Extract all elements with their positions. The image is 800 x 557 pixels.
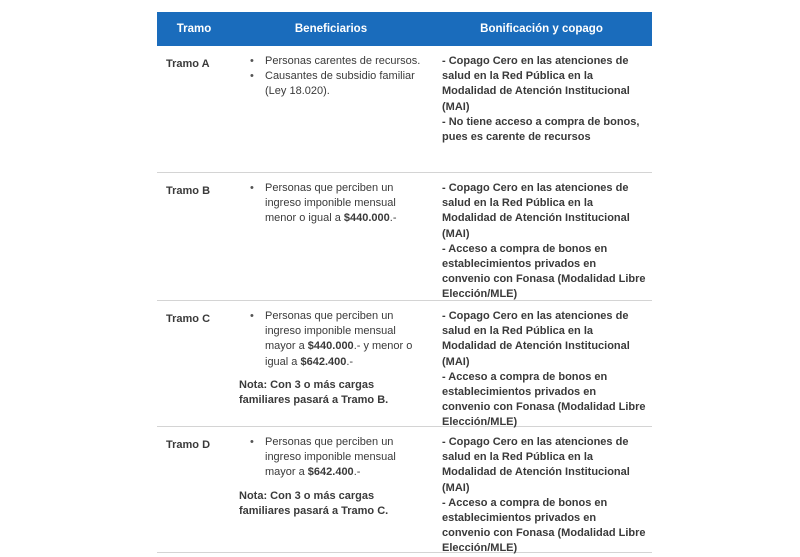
tramo-label: Tramo D bbox=[166, 439, 211, 451]
header-tramo: Tramo bbox=[176, 23, 212, 35]
table-row bbox=[157, 46, 652, 173]
bonificacion-cell bbox=[431, 301, 652, 429]
tramos-table bbox=[157, 12, 652, 553]
bonificacion-line: - Acceso a compra de bonos en establecimientos privados en convenio con Fonasa (Modalidad Libre Elección/MLE) bbox=[442, 496, 646, 555]
income-amount-max: $642.400 bbox=[300, 355, 347, 368]
beneficiario-item: • Personas que perciben un ingreso imponible mensual mayor a $440.000.- y menor o igual a $642.400.- bbox=[231, 309, 431, 370]
beneficiario-item: • Personas carentes de recursos. bbox=[231, 54, 431, 69]
nota-text: Nota: Con 3 o más cargas familiares pasará a Tramo C. bbox=[239, 489, 389, 517]
income-amount: $642.400 bbox=[307, 466, 354, 479]
beneficiario-item: • Personas que perciben un ingreso imponible mensual menor o igual a $440.000.- bbox=[231, 181, 431, 227]
bonificacion-line: - Copago Cero en las atenciones de salud en la Red Pública en la Modalidad de Atención Institucional (MAI) bbox=[442, 310, 630, 368]
table-row bbox=[157, 173, 652, 301]
bonificacion-line: - Copago Cero en las atenciones de salud en la Red Pública en la Modalidad de Atención Institucional (MAI) bbox=[442, 55, 630, 113]
bonificacion-cell bbox=[431, 427, 652, 555]
tramo-label: Tramo B bbox=[166, 185, 211, 197]
bonificacion-cell bbox=[431, 173, 652, 300]
beneficiario-item: • Causantes de subsidio familiar (Ley 18.020). bbox=[231, 69, 431, 99]
beneficiarios-cell bbox=[231, 46, 431, 172]
income-amount: $440.000 bbox=[307, 340, 354, 353]
tramo-label: Tramo A bbox=[166, 58, 210, 70]
tramo-label: Tramo C bbox=[166, 313, 211, 325]
table-header bbox=[157, 12, 652, 46]
nota-text: Nota: Con 3 o más cargas familiares pasará a Tramo B. bbox=[239, 378, 389, 407]
table-row bbox=[157, 427, 652, 553]
header-beneficiarios: Beneficiarios bbox=[294, 23, 368, 35]
header-bonificacion: Bonificación y copago bbox=[480, 23, 603, 35]
bonificacion-line: - Copago Cero en las atenciones de salud en la Red Pública en la Modalidad de Atención Institucional (MAI) bbox=[442, 436, 630, 494]
beneficiarios-cell bbox=[231, 173, 431, 300]
bonificacion-line: - Copago Cero en las atenciones de salud en la Red Pública en la Modalidad de Atención Institucional (MAI) bbox=[442, 182, 630, 240]
bonificacion-line: - No tiene acceso a compra de bonos, pues es carente de recursos bbox=[442, 115, 640, 144]
bonificacion-line: - Acceso a compra de bonos en establecimientos privados en convenio con Fonasa (Modalidad Libre Elección/MLE) bbox=[442, 370, 646, 429]
table-row bbox=[157, 301, 652, 427]
bonificacion-cell bbox=[431, 46, 652, 172]
bonificacion-line: - Acceso a compra de bonos en establecimientos privados en convenio con Fonasa (Modalidad Libre Elección/MLE) bbox=[442, 242, 646, 301]
beneficiarios-cell bbox=[231, 427, 431, 552]
beneficiario-item: • Personas que perciben un ingreso imponible mensual mayor a $642.400.- bbox=[231, 435, 431, 481]
income-amount: $440.000 bbox=[343, 212, 390, 225]
beneficiarios-cell bbox=[231, 301, 431, 426]
